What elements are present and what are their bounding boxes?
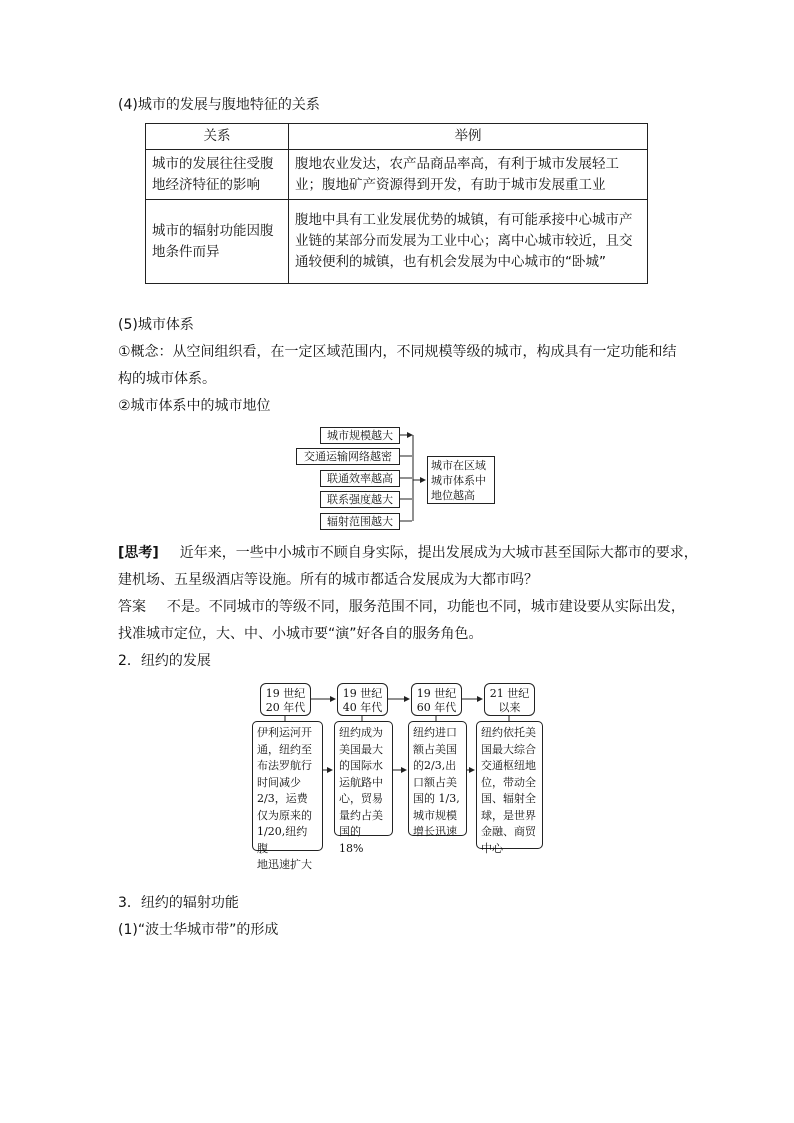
event-line: 城市规模 <box>413 808 457 822</box>
section-2-heading: 2．纽约的发展 <box>118 653 211 669</box>
table-cell-example: 腹地农业发达，农产品商品率高，有利于城市发展轻工业；腹地矿产资源得到开发，有助于城市发展重工业 <box>289 150 648 200</box>
event-line: 通，纽约至 <box>257 742 312 756</box>
factor-box: 辐射范围越大 <box>320 513 400 530</box>
event-line: 额占美国 <box>413 742 457 756</box>
event-line: 2/3，运费 <box>257 792 308 805</box>
event-line: 国、辐射全 <box>481 792 536 805</box>
answer-label: 答案 <box>118 599 146 615</box>
event-line: 伊利运河开 <box>257 726 312 739</box>
table-cell-relation: 城市的发展往往受腹地经济特征的影响 <box>146 150 289 200</box>
event-line: 国的 18% <box>339 825 364 855</box>
table-cell-example: 腹地中具有工业发展优势的城镇，有可能承接中心城市产业链的某部分而发展为工业中心；离中心城市较近，且交通较便利的城镇，也有机会发展为中心城市的“卧城” <box>289 200 648 284</box>
section-3-heading: 3．纽约的辐射功能 <box>118 895 239 911</box>
period-line: 60 年代 <box>416 701 457 714</box>
period-line: 19 世纪 <box>342 687 383 700</box>
factor-box: 城市规模越大 <box>320 427 400 444</box>
event-line: 的2/3,出 <box>413 759 457 772</box>
factor-box: 联通效率越高 <box>320 470 400 487</box>
event-line: 位，带动全 <box>481 775 536 789</box>
position-heading: ②城市体系中的城市地位 <box>118 398 271 414</box>
result-line: 城市体系中 <box>431 474 486 487</box>
event-line: 美国最大 <box>339 742 383 756</box>
factor-box: 联系强度越大 <box>320 491 400 508</box>
table-cell-relation: 城市的辐射功能因腹地条件而异 <box>146 200 289 284</box>
concept-line-2: 构的城市体系。 <box>118 371 216 387</box>
answer-text: 不是。不同城市的等级不同，服务范围不同，功能也不同，城市建设要从实际出发， <box>166 599 685 615</box>
event-line: 仅为原来的 <box>257 808 312 822</box>
answer-line-2: 找准城市定位，大、中、小城市要“演”好各自的服务角色。 <box>118 626 483 642</box>
think-question: 近年来，一些中小城市不顾自身实际，提出发展成为大城市甚至国际大都市的要求， <box>179 545 698 561</box>
period-line: 19 世纪 <box>265 687 306 700</box>
event-line: 地迅速扩大 <box>257 858 312 871</box>
event-line: 时间减少 <box>257 775 301 789</box>
event-line: 金融、商贸 <box>481 825 536 838</box>
period-line: 21 世纪 <box>489 687 530 700</box>
event-line: 量约占美 <box>339 808 383 822</box>
section-5-heading: (5)城市体系 <box>118 317 194 333</box>
section-3-subheading: (1)“波士华城市带”的形成 <box>118 922 279 938</box>
think-label: [思考] <box>118 545 159 561</box>
event-line: 1/20,纽约腹 <box>257 825 308 855</box>
period-line: 20 年代 <box>265 701 306 714</box>
event-line: 纽约进口 <box>413 726 457 739</box>
event-line: 纽约依托美 <box>481 726 536 739</box>
think-line-2: 建机场、五星级酒店等设施。所有的城市都适合发展成为大都市吗？ <box>118 572 538 588</box>
event-line: 交通枢纽地 <box>481 759 536 772</box>
period-line: 40 年代 <box>342 701 383 714</box>
event-line: 运航路中 <box>339 775 383 789</box>
event-line: 纽约成为 <box>339 726 383 739</box>
event-line: 心，贸易 <box>339 792 383 805</box>
section-4-heading: (4)城市的发展与腹地特征的关系 <box>118 97 320 113</box>
event-line: 中心 <box>481 841 503 855</box>
event-line: 国最大综合 <box>481 742 536 756</box>
result-line: 地位越高 <box>431 489 475 502</box>
table-header-example: 举例 <box>289 124 648 150</box>
event-line: 布法罗航行 <box>257 759 312 772</box>
concept-line-1: ①概念：从空间组织看，在一定区域范围内，不同规模等级的城市，构成具有一定功能和结 <box>118 344 677 360</box>
event-line: 的国际水 <box>339 759 383 772</box>
table-header-relation: 关系 <box>146 124 289 150</box>
factor-box: 交通运输网络越密 <box>296 448 400 465</box>
event-line: 球，是世界 <box>481 808 536 822</box>
event-line: 口额占美 <box>413 775 457 789</box>
period-line: 19 世纪 <box>416 687 457 700</box>
result-line: 城市在区域 <box>431 459 486 472</box>
event-line: 增长迅速 <box>413 825 457 838</box>
event-line: 国的 1/3, <box>413 792 460 805</box>
period-line: 以来 <box>498 701 521 714</box>
